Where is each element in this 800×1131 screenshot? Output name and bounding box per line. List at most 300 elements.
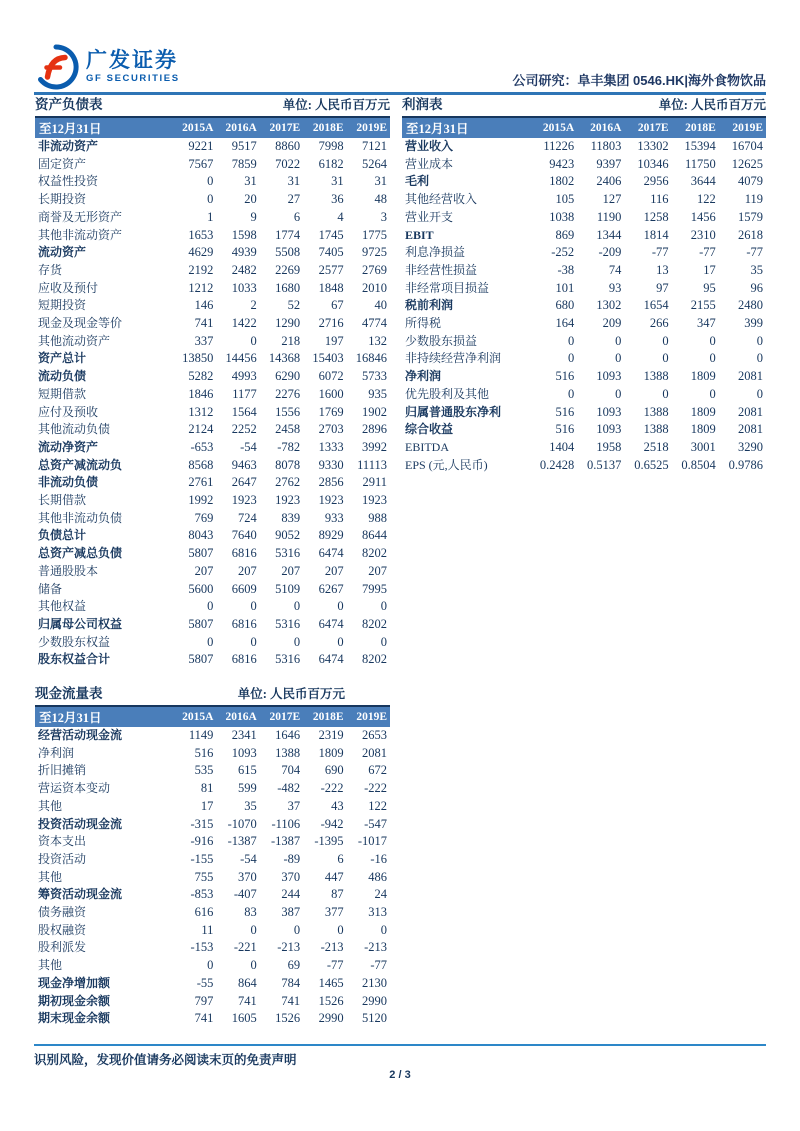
row-value: 5316	[275, 616, 301, 631]
table-row	[402, 280, 766, 298]
row-value: 17	[703, 262, 716, 277]
row-value: 2618	[738, 227, 763, 242]
row-value: 7998	[318, 139, 344, 153]
row-value: 74	[608, 262, 622, 277]
row-value: 7640	[231, 528, 257, 543]
row-value: 132	[368, 333, 387, 348]
row-value: 8202	[362, 616, 387, 631]
row-label: 长期投资	[38, 192, 87, 207]
row-label: 筹资活动现金流	[38, 887, 123, 902]
row-label: 长期借款	[38, 493, 87, 508]
row-label: 所得税	[405, 316, 442, 331]
table-row	[35, 904, 390, 922]
table-unit-label: 单位: 人民币百万元	[658, 98, 766, 112]
row-value: -1106	[271, 816, 301, 831]
row-value: 0	[207, 634, 214, 649]
row-value: 218	[281, 333, 301, 348]
row-value: 1992	[188, 493, 214, 508]
row-value: -55	[196, 975, 214, 990]
row-value: 7995	[362, 581, 387, 596]
table-row	[35, 545, 390, 563]
row-value: 20	[244, 192, 257, 207]
table-unit-label: 单位: 人民币百万元	[282, 98, 390, 112]
row-value: 447	[324, 869, 344, 884]
row-value: 741	[194, 316, 214, 331]
row-value: 2130	[362, 975, 387, 990]
row-value: 244	[281, 887, 301, 902]
row-value: 15403	[312, 351, 344, 366]
table-header-row	[35, 117, 390, 138]
row-label: 流动净资产	[38, 439, 99, 454]
row-value: 13302	[637, 139, 669, 153]
table-title: 现金流量表	[35, 686, 103, 701]
row-value: 0	[293, 922, 301, 937]
row-label: 股权融资	[38, 922, 87, 937]
table-row	[35, 262, 390, 280]
row-value: 69	[287, 958, 301, 973]
row-value: -252	[551, 245, 575, 260]
table-row	[35, 421, 390, 439]
row-value: 1302	[596, 298, 622, 313]
row-value: 9517	[231, 139, 257, 153]
row-value: 9397	[596, 156, 622, 171]
row-value: 0	[567, 333, 575, 348]
row-label: 非持续经营净利润	[405, 351, 502, 366]
row-value: 67	[331, 298, 344, 313]
row-value: 1902	[362, 404, 387, 419]
table-row	[402, 227, 766, 245]
row-value: -77	[651, 245, 669, 260]
row-label: 其他	[38, 869, 63, 884]
row-value: 347	[697, 316, 716, 331]
year-column-header: 2015A	[173, 706, 216, 727]
table-row	[402, 333, 766, 351]
row-value: 1564	[231, 404, 257, 419]
row-value: 5120	[362, 1011, 387, 1026]
row-value: 0	[293, 599, 301, 614]
row-value: 2081	[362, 745, 387, 760]
table-row	[402, 297, 766, 315]
row-value: 2269	[275, 262, 301, 277]
row-value: 2155	[690, 298, 716, 313]
row-value: 3290	[738, 439, 763, 454]
row-value: 2769	[362, 262, 387, 277]
row-value: 35	[244, 798, 257, 813]
row-value: 1600	[318, 386, 344, 401]
row-label: 其他经营收入	[405, 192, 478, 207]
row-value: -222	[320, 781, 344, 796]
row-value: 0	[250, 599, 257, 614]
row-value: 1769	[318, 404, 344, 419]
table-row	[402, 262, 766, 280]
row-value: 704	[281, 763, 301, 778]
year-column-header: 2019E	[347, 117, 390, 138]
table-row	[35, 492, 390, 510]
row-value: -54	[240, 439, 257, 454]
row-value: -213	[364, 940, 387, 955]
row-value: 599	[238, 781, 257, 796]
row-value: -77	[326, 958, 344, 973]
row-label: 期末现金余额	[38, 1011, 111, 1026]
table-row	[35, 457, 390, 475]
row-value: 6816	[231, 652, 257, 667]
row-value: 2577	[318, 262, 344, 277]
row-value: 1802	[549, 174, 575, 189]
table-unit-label: 单位: 人民币百万元	[237, 687, 345, 701]
row-value: 9221	[188, 139, 214, 153]
row-value: 119	[744, 192, 763, 207]
row-value: 12625	[731, 156, 763, 171]
row-value: 1809	[690, 369, 716, 384]
table-row	[35, 474, 390, 492]
row-value: 839	[281, 510, 301, 525]
row-value: 1923	[231, 493, 257, 508]
financial-table	[35, 116, 390, 669]
table-row	[35, 209, 390, 227]
row-value: 1190	[596, 209, 622, 224]
row-value: 146	[194, 298, 214, 313]
row-value: 8568	[188, 457, 214, 472]
row-value: 6	[293, 209, 301, 224]
row-value: 31	[287, 174, 301, 189]
row-value: 5807	[188, 616, 214, 631]
row-value: 370	[238, 869, 257, 884]
table-row	[35, 745, 390, 763]
row-value: 1846	[188, 386, 214, 401]
row-value: 6182	[318, 156, 344, 171]
row-value: 1344	[596, 227, 622, 242]
row-value: 1745	[318, 227, 344, 242]
table-titlebar	[35, 97, 390, 113]
row-value: 7022	[275, 156, 301, 171]
row-value: 5807	[188, 652, 214, 667]
row-value: -89	[283, 851, 301, 866]
row-value: 1809	[690, 404, 716, 419]
table-row	[35, 510, 390, 528]
row-value: 0	[662, 351, 669, 366]
table-row	[35, 244, 390, 262]
table-row	[35, 939, 390, 957]
year-column-header: 2018E	[303, 706, 346, 727]
row-value: 1149	[188, 728, 214, 742]
row-value: 1680	[275, 280, 301, 295]
row-label: 归属母公司权益	[38, 616, 123, 631]
row-label: 净利润	[405, 369, 442, 384]
row-value: 0	[380, 599, 387, 614]
row-value: 2896	[362, 422, 387, 437]
row-value: 17	[200, 798, 214, 813]
balance-sheet-table	[35, 97, 390, 669]
table-row	[35, 333, 390, 351]
row-value: 8929	[318, 528, 344, 543]
row-label: 净利润	[38, 745, 75, 760]
row-value: 13850	[182, 351, 214, 366]
row-value: -213	[277, 940, 301, 955]
table-row	[35, 975, 390, 993]
table-row	[402, 191, 766, 209]
row-value: 2762	[275, 475, 301, 490]
row-value: -315	[190, 816, 214, 831]
table-row	[35, 563, 390, 581]
table-row	[35, 156, 390, 174]
row-value: 2081	[738, 369, 763, 384]
row-label: 存货	[38, 262, 63, 277]
table-row	[35, 191, 390, 209]
row-label: 固定资产	[38, 156, 87, 171]
row-value: 9463	[231, 457, 257, 472]
row-value: 2703	[318, 422, 344, 437]
row-value: 2081	[738, 422, 763, 437]
row-value: 1422	[231, 316, 257, 331]
row-label: 应付及预收	[38, 404, 99, 419]
row-label: 其他	[38, 798, 63, 813]
table-title: 利润表	[402, 97, 443, 112]
row-label: 现金及现金等价	[38, 316, 123, 331]
row-value: 207	[194, 563, 214, 578]
row-value: 741	[281, 993, 301, 1008]
row-value: 81	[200, 781, 214, 796]
row-value: 8644	[362, 528, 387, 543]
row-value: -77	[746, 245, 763, 260]
table-row	[35, 780, 390, 798]
row-value: 24	[374, 887, 387, 902]
row-value: 2653	[362, 728, 387, 742]
row-value: 6609	[231, 581, 257, 596]
row-value: 741	[238, 993, 257, 1008]
table-row	[402, 173, 766, 191]
row-value: 6474	[318, 546, 344, 561]
row-value: 2761	[188, 475, 214, 490]
row-value: 672	[368, 763, 387, 778]
row-value: -155	[190, 851, 214, 866]
row-value: 2124	[188, 422, 214, 437]
row-value: 5109	[275, 581, 301, 596]
row-value: 197	[324, 333, 344, 348]
row-value: 11803	[590, 139, 622, 153]
row-value: 7859	[231, 156, 257, 171]
row-label: 少数股东权益	[38, 634, 111, 649]
row-label: 利息净损益	[405, 245, 466, 260]
row-value: 266	[649, 316, 669, 331]
year-column-header: 2015A	[530, 117, 577, 138]
table-row	[402, 368, 766, 386]
table-row	[35, 869, 390, 887]
row-label: 其他非流动资产	[38, 227, 123, 242]
row-value: 2458	[275, 422, 301, 437]
row-value: 0	[615, 351, 622, 366]
row-value: 1033	[231, 280, 257, 295]
row-value: 0	[756, 386, 763, 401]
row-label: 短期借款	[38, 386, 87, 401]
row-value: 2192	[188, 262, 214, 277]
row-value: 0	[709, 351, 716, 366]
row-value: -853	[190, 887, 214, 902]
row-value: 8078	[275, 457, 301, 472]
row-label: 非流动资产	[38, 139, 99, 153]
row-value: 1775	[362, 227, 387, 242]
row-value: 1774	[275, 227, 301, 242]
row-value: 935	[368, 386, 387, 401]
row-value: 6267	[318, 581, 344, 596]
row-value: 2990	[318, 1011, 344, 1026]
income-statement-table	[402, 97, 766, 474]
year-column-header: 2017E	[260, 117, 303, 138]
table-row	[35, 634, 390, 652]
row-value: 97	[656, 280, 669, 295]
row-value: 0	[207, 174, 214, 189]
row-value: 2956	[643, 174, 669, 189]
year-column-header: 2016A	[216, 117, 259, 138]
row-value: 207	[281, 563, 301, 578]
row-value: 755	[194, 869, 214, 884]
table-row	[35, 404, 390, 422]
row-value: 6072	[318, 369, 344, 384]
row-value: 2310	[690, 227, 716, 242]
row-value: 741	[194, 1011, 214, 1026]
row-value: 1653	[188, 227, 214, 242]
row-value: 933	[324, 510, 344, 525]
row-value: 0.5137	[587, 457, 622, 472]
date-header-cell: 至12月31日	[402, 117, 530, 138]
row-value: -222	[364, 781, 387, 796]
row-label: 非经常项目损益	[405, 280, 490, 295]
row-value: 16846	[355, 351, 387, 366]
table-header-row	[402, 117, 766, 138]
row-value: 3	[380, 209, 387, 224]
row-value: 797	[194, 993, 214, 1008]
row-value: 1177	[232, 386, 257, 401]
row-value: 516	[555, 422, 575, 437]
row-value: 4079	[738, 174, 763, 189]
row-value: 1465	[318, 975, 344, 990]
table-row	[35, 598, 390, 616]
table-row	[35, 227, 390, 245]
row-value: 988	[368, 510, 387, 525]
year-column-header: 2018E	[303, 117, 346, 138]
row-value: 31	[331, 174, 344, 189]
year-column-header: 2017E	[260, 706, 303, 727]
table-row	[402, 209, 766, 227]
row-value: -1017	[357, 834, 387, 849]
table-row	[35, 386, 390, 404]
row-value: 9423	[549, 156, 575, 171]
table-row	[402, 350, 766, 368]
row-value: 1212	[188, 280, 214, 295]
row-value: 5600	[188, 581, 214, 596]
row-value: 35	[750, 262, 763, 277]
row-value: -1387	[227, 834, 257, 849]
row-value: 31	[244, 174, 257, 189]
row-value: 3644	[690, 174, 716, 189]
row-value: 0	[250, 634, 257, 649]
table-row	[402, 404, 766, 422]
row-value: 207	[238, 563, 257, 578]
row-label: 其他	[38, 958, 63, 973]
row-value: 5316	[275, 652, 301, 667]
row-value: 1258	[643, 209, 669, 224]
row-label: 经营活动现金流	[38, 728, 123, 742]
header-divider	[34, 92, 766, 95]
row-label: 其他流动资产	[38, 333, 111, 348]
row-value: 1038	[549, 209, 575, 224]
row-value: 14456	[225, 351, 257, 366]
year-column-header: 2016A	[216, 706, 259, 727]
row-value: -153	[190, 940, 214, 955]
row-label: 负债总计	[38, 528, 87, 543]
row-value: 1923	[275, 493, 301, 508]
row-label: 其他非流动负债	[38, 510, 123, 525]
row-value: 83	[244, 905, 257, 920]
row-value: 6290	[275, 369, 301, 384]
year-column-header: 2016A	[577, 117, 624, 138]
row-label: 期初现金余额	[38, 993, 111, 1008]
row-value: 6816	[231, 546, 257, 561]
row-value: 516	[555, 369, 575, 384]
row-value: -16	[370, 851, 387, 866]
row-value: 4939	[231, 245, 257, 260]
cash-flow-table	[35, 686, 390, 1028]
row-value: 0	[337, 599, 344, 614]
row-value: 1809	[690, 422, 716, 437]
row-value: 864	[238, 975, 257, 990]
row-value: 1654	[643, 298, 669, 313]
table-row	[35, 922, 390, 940]
row-value: 6	[337, 851, 344, 866]
row-value: 122	[368, 798, 387, 813]
gf-securities-logo	[33, 44, 180, 90]
page-number: 2 / 3	[389, 1069, 411, 1081]
row-value: 2406	[596, 174, 622, 189]
row-label: 毛利	[405, 174, 430, 189]
financial-table	[402, 116, 766, 474]
row-value: 5316	[275, 546, 301, 561]
table-row	[402, 138, 766, 156]
row-value: -653	[190, 439, 214, 454]
table-row	[35, 527, 390, 545]
row-value: 2010	[362, 280, 387, 295]
row-label: EBIT	[405, 227, 434, 242]
table-header-row	[35, 706, 390, 727]
row-value: 1958	[596, 439, 622, 454]
row-label: EBITDA	[405, 439, 449, 454]
row-label: 营业成本	[405, 156, 454, 171]
row-value: 5264	[362, 156, 387, 171]
row-value: 8043	[188, 528, 214, 543]
row-value: 1404	[549, 439, 575, 454]
row-value: 8202	[362, 652, 387, 667]
table-row	[35, 762, 390, 780]
row-value: 535	[194, 763, 214, 778]
row-value: 1093	[596, 404, 622, 419]
row-label: 短期投资	[38, 298, 87, 313]
row-value: 9330	[318, 457, 344, 472]
row-value: -1387	[271, 834, 301, 849]
row-value: -916	[190, 834, 214, 849]
table-titlebar	[35, 686, 390, 702]
row-value: 1290	[275, 316, 301, 331]
row-value: 0	[207, 599, 214, 614]
row-value: -213	[320, 940, 344, 955]
row-value: 209	[602, 316, 622, 331]
row-value: 7567	[188, 156, 214, 171]
row-value: 1848	[318, 280, 344, 295]
row-value: 5282	[188, 369, 214, 384]
row-value: -77	[370, 958, 387, 973]
table-row	[35, 616, 390, 634]
row-value: 680	[555, 298, 575, 313]
table-row	[402, 421, 766, 439]
row-label: 流动资产	[38, 245, 87, 260]
